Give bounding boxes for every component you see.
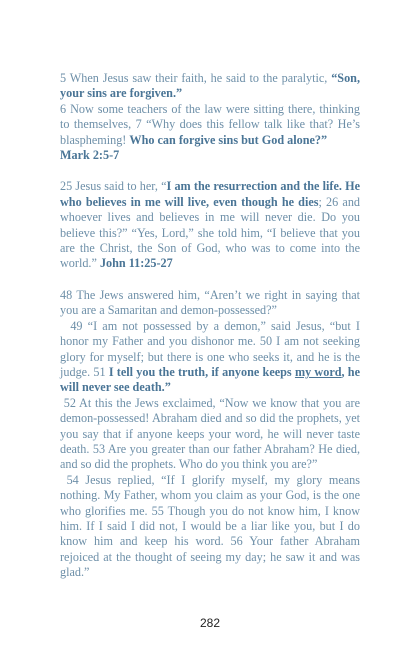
passage-john-11 [60,179,360,271]
emphasis-underlined-text: my word [294,364,342,379]
passage-mark-2 [60,71,360,163]
passage-text: 52 At this the Jews exclaimed, “Now we know that you are demon-possessed! Abraham died and so did the prophets, yet you say that if anyone keeps your word, he will never taste death. 53 Are you greater than our father Abraham? He died, and so did the prophets. Who do you think you are?” [60,395,360,472]
emphasis-text: , he will never see death.” [60,364,360,395]
passage-text: 6 Now some teachers of the law were sitting there, thinking to themselves, 7 “Why does this fellow talk like that? He’s blaspheming! [60,101,360,147]
passage-john-8 [60,288,360,581]
passage-text: 54 Jesus replied, “If I glorify myself, my glory means nothing. My Father, whom you claim as your God, is the one who glorifies me. 55 Though you do not know him, I know him. If I said I did not, I would be a liar like you, but I do know him and keep his word. 56 Your father Abraham rejoiced at the thought of seeing my day; he saw it and was glad.” [60,472,360,580]
verse-reference: John 11:25-27 [99,256,173,271]
emphasis-text: I am the resurrection and the life. He who believes in me will live, even though he dies [60,179,360,209]
passage-text: ; 26 and whoever lives and believes in me will never die. Do you believe this?” “Yes, Lord,” she told him, “I believe that you are the Christ, the Son of God, who was to come into the world.” [60,194,361,271]
passage-text: 25 Jesus said to her, “ [60,179,167,194]
passage-text: 49 “I am not possessed by a demon,” said Jesus, “but I honor my Father and you dishonor me. 50 I am not seeking glory for myself; but there is one who seeks it, and he is the judge. 51 [60,318,360,379]
passage-text: 5 When Jesus saw their faith, he said to the paralytic, [60,71,332,85]
emphasis-text: Who can forgive sins but God alone?” [129,132,328,147]
passage-text: 48 The Jews answered him, “Aren’t we right in saying that you are a Samaritan and demon-possessed?” [60,287,360,318]
page-body [60,71,360,581]
page-number: 282 [199,616,221,630]
emphasis-text: I tell you the truth, if anyone keeps [108,364,295,379]
verse-reference: Mark 2:5-7 [60,148,120,163]
emphasis-text: “Son, your sins are forgiven.” [60,71,360,101]
